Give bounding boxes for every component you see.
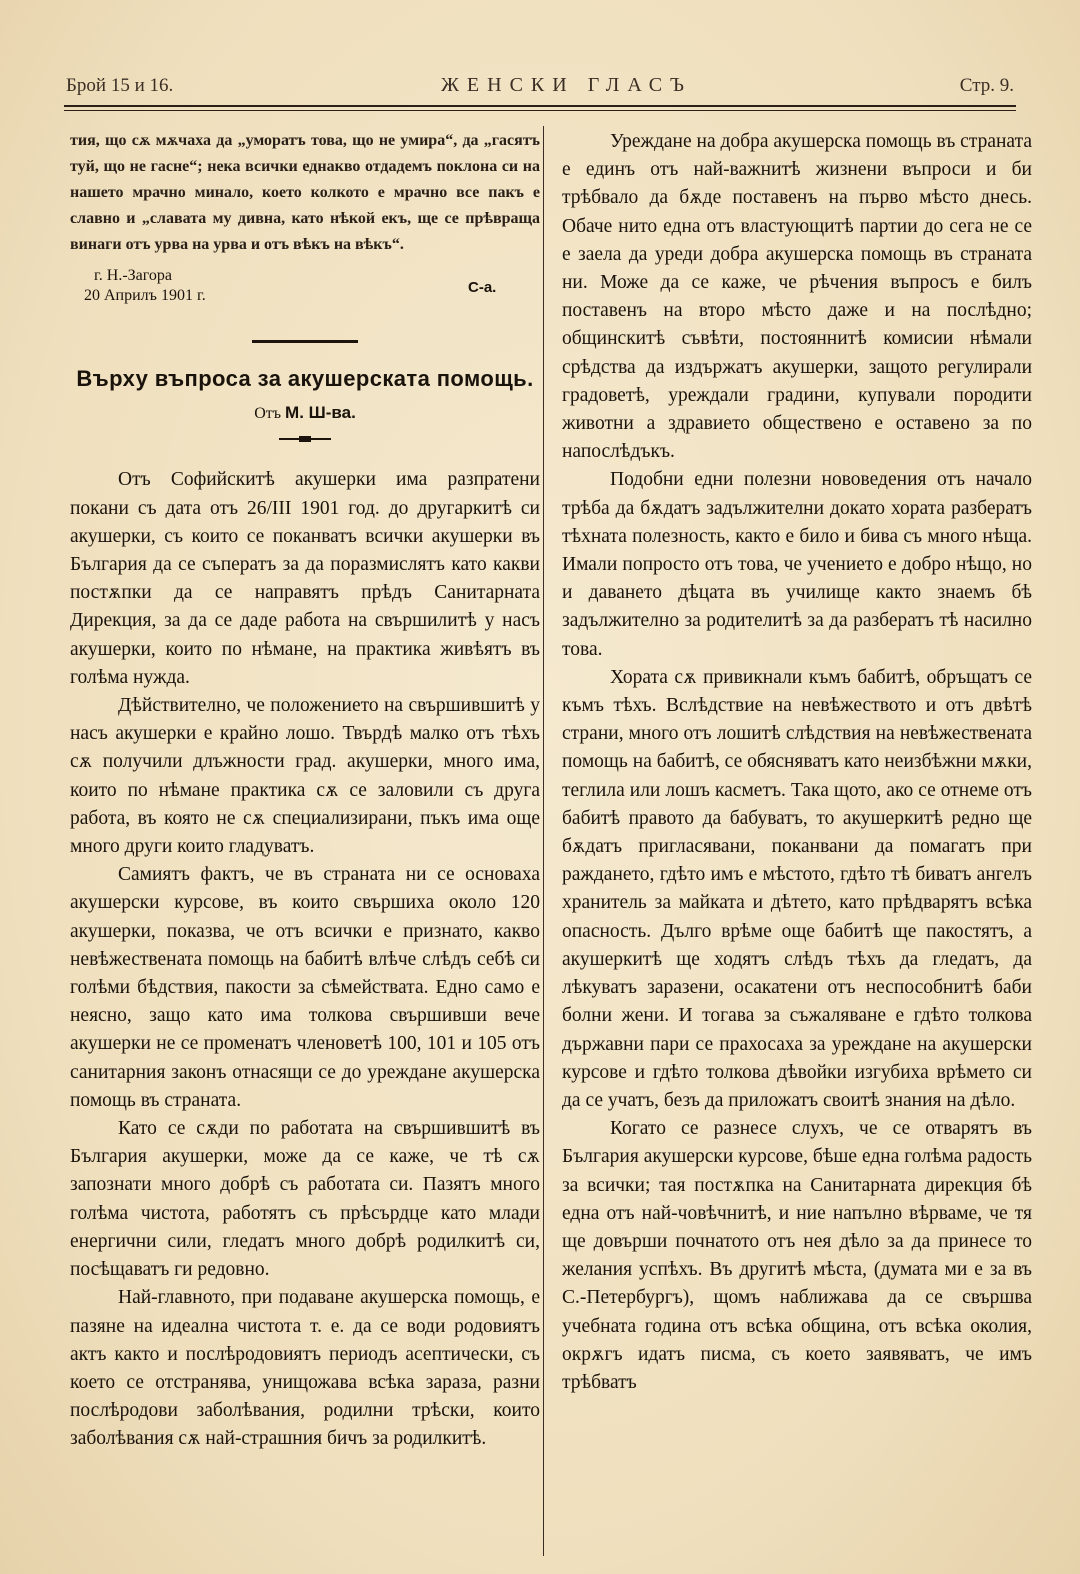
signature-date: 20 Априлъ 1901 г. [84, 287, 206, 304]
paragraph: Когато се разнесе слухъ, че се отварятъ въ България акушерски курсове, бѣше една голѣма радость за всички; тая постѫпка на Санитарната дирекция бѣ една отъ най-човѣчнитѣ, и ние напълно вѣрваме, че тя ще довърши почнатото отъ нея дѣло за да принесе то желания успѣхъ. Въ другитѣ мѣста, (думата ми е за въ С.-Петербургъ), щомъ наближава да се свършва учебната година отъ всѣка община, отъ всѣка околия, окрѫгъ идатъ писма, съ което заявяватъ, че имъ трѣбватъ [562, 1118, 1032, 1393]
article-title: Върху въпроса за акушерската помощь. [76, 366, 534, 391]
signature-place: г. Н.-Загора [94, 267, 173, 284]
section-separator [252, 340, 358, 343]
byline-author: М. Ш-ва. [285, 403, 356, 423]
left-column [70, 128, 540, 1454]
page-number: Стр. 9. [959, 75, 1014, 96]
newspaper-title: ЖЕНСКИ ГЛАСЪ [441, 74, 692, 96]
issue-number: Брой 15 и 16. [66, 75, 174, 96]
right-column [562, 128, 1032, 1397]
signature-block [70, 266, 540, 322]
title-ornament [279, 438, 331, 440]
paragraph: Уреждане на добра акушерска помощь въ страната е единъ отъ най-важнитѣ жизнени въпроси и би трѣбвало да бѫде поставенъ на първо мѣсто днесь. Обаче нито една отъ властующитѣ партии до сега не се е заела да уреди добра акушерска помощь въ страната ни. Може да се каже, че рѣчения въпросъ е билъ поставенъ на второ мѣсто даже и на послѣдно; общинскитѣ съвѣти, постояннитѣ комисии нѣмали срѣдства да издържатъ акушерки, защото регулирали градоветѣ, уреждали градини, купували породити животни а здравието обществено е оставено за по напослѣдъкъ. [562, 131, 1032, 463]
paragraph: Отъ Софийскитѣ акушерки има разпратени покани съ дата отъ 26/III 1901 год. до другаркитѣ си акушерки, съ които се поканватъ всички акушерки въ България да се съператъ за да поразмислятъ като какви постѫпки да се направятъ прѣдъ Санитарната Дирекция, за да се даде работа на свършилитѣ у насъ акушерки, които по нѣмане, на практика живѣятъ въ голѣма нужда. [70, 469, 540, 688]
header-rule [64, 105, 1016, 111]
paragraph: Най-главното, при подаване акушерска помощь, е пазяне на идеална чистота т. е. да се води родовиятъ актъ както и послѣродовиятъ периодъ асептически, съ което се отстранява, унищожава всѣка зараза, разни послѣродови заболѣвания, родилни трѣски, които заболѣвания сѫ най-страшния бичъ за родилкитѣ. [70, 1287, 540, 1450]
column-divider [543, 126, 544, 1556]
paragraph: Самиятъ фактъ, че въ страната ни се основаха акушерски курсове, въ които свършиха около 120 акушерки, показва, че отъ всички е признато, какво невѣжествената помощь на бабитѣ влѣче слѣдъ себѣ си голѣми бѣдствия, пакости за сѣмействата. Едно само е неясно, защо като има толкова свършивши вече акушерки не се променатъ членоветѣ 100, 101 и 105 отъ санитарния законъ отнасящи се до уреждане акушерска помощь въ страната. [70, 864, 540, 1111]
paragraph: Хората сѫ привикнали къмъ бабитѣ, обръщатъ се къмъ тѣхъ. Вслѣдствие на невѣжеството и отъ двѣтѣ страни, много отъ лошитѣ слѣдствия на невѣжествената помощь на бабитѣ, се обясняватъ като неизбѣжни мѫки, теглила или лошъ касметъ. Така щото, ако се отнеме отъ бабитѣ правото да бабуватъ, то акушеркитѣ редно ще бѫдатъ пригласявани, поканвани да помагатъ при раждането, гдѣто имъ е мѣстото, гдѣто тѣ биватъ ангелъ хранитель за майката и дѣтето, като прѣдварятъ всѣка опасность. Дълго врѣме още бабитѣ ще пакостятъ, а акушеркитѣ ще ходятъ слѣдъ тѣхъ да гледатъ, да лѣкуватъ заразени, осакатени отъ неспособнитѣ баби болни жени. И тогава за съжаляване е гдѣто толкова държавни пари се прахосаха за уреждане на акушерски курсове и гдѣто толкова дѣвойки изгубиха врѣмето си да се учатъ, безъ да приложатъ своитѣ знания на дѣло. [562, 666, 1032, 1111]
previous-article-ending: тия, що сѫ мѫчаха да „уморатъ това, що не умира“, да „гасятъ туй, що не гасне“; нека всички еднакво отдадемъ поклона си на нашето мрачно минало, което колкото е мрачно все пакъ е славно и „славата му дивна, като нѣкой екъ, ще се прѣвраща винаги отъ урва на урва и отъ вѣкъ на вѣкъ“. [70, 132, 540, 253]
byline [70, 399, 540, 428]
paragraph: Като се сѫди по работата на свършившитѣ въ България акушерки, може да се каже, че тѣ сѫ запознати много добрѣ съ работата си. Пазятъ много голѣма чистота, работятъ съ прѣсърдце като млади енергични сили, гледатъ много добрѣ родилкитѣ си, посѣщаватъ ги редовно. [70, 1118, 540, 1281]
paragraph: Подобни едни полезни нововедения отъ начало трѣба да бѫдатъ задължителни докато хората разбератъ тѣхната полезность, както е било и бива съ много нѣща. Имали попросто отъ това, че учението е добро нѣщо, но и даването дѣцата въ училище както знаемъ бѣ задължително за родителитѣ за да разбератъ тѣ насилно това. [562, 469, 1032, 660]
page-header [66, 74, 1014, 104]
paragraph: Дѣйствително, че положението на свършившитѣ у насъ акушерки е крайно лошо. Твърдѣ малко отъ тѣхъ сѫ получили длъжности град. акушерки, много има, които по нѣмане практика сѫ се заловили съ друга работа, въ която не сѫ специализирани, пъкъ има още много други които гладуватъ. [70, 695, 540, 858]
signature-initials: С-а. [468, 279, 497, 296]
byline-prefix: Отъ [254, 405, 282, 423]
